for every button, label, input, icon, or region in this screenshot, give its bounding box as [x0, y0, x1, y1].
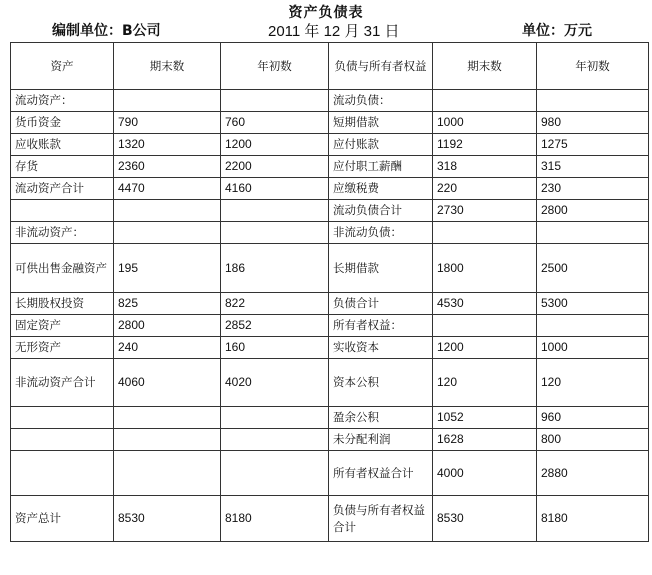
- cell-liability-end: [433, 222, 537, 244]
- cell-liability-begin: 2800: [537, 200, 649, 222]
- cell-liability-end: 1000: [433, 112, 537, 134]
- column-header-asset-end: 期末数: [114, 43, 221, 90]
- cell-liability-end: 318: [433, 156, 537, 178]
- cell-liability-end: 1628: [433, 429, 537, 451]
- cell-asset-name: 货币资金: [11, 112, 114, 134]
- balance-sheet-table: [10, 42, 649, 542]
- cell-asset-begin: [221, 407, 329, 429]
- table-row: [11, 222, 649, 244]
- cell-asset-name: 资产总计: [11, 496, 114, 542]
- cell-asset-name: 非流动资产合计: [11, 359, 114, 407]
- table-row: [11, 244, 649, 293]
- cell-liability-begin: 8180: [537, 496, 649, 542]
- cell-liability-end: [433, 90, 537, 112]
- cell-asset-end: 8530: [114, 496, 221, 542]
- cell-asset-begin: [221, 451, 329, 496]
- cell-liability-end: 1200: [433, 337, 537, 359]
- cell-asset-name: 流动资产：: [11, 90, 114, 112]
- table-row: [11, 407, 649, 429]
- cell-asset-end: 4470: [114, 178, 221, 200]
- cell-asset-name: [11, 429, 114, 451]
- column-header-asset-name: 资产: [11, 43, 114, 90]
- column-header-liability-name: 负债与所有者权益: [329, 43, 433, 90]
- cell-asset-end: [114, 200, 221, 222]
- cell-liability-begin: 960: [537, 407, 649, 429]
- report-date: 2011 年 12 月 31 日: [268, 23, 400, 40]
- cell-asset-name: 应收账款: [11, 134, 114, 156]
- header-row: [11, 43, 649, 90]
- cell-liability-begin: 2500: [537, 244, 649, 293]
- table-row: [11, 429, 649, 451]
- cell-asset-end: [114, 90, 221, 112]
- cell-liability-begin: 800: [537, 429, 649, 451]
- cell-liability-begin: 230: [537, 178, 649, 200]
- cell-asset-begin: 186: [221, 244, 329, 293]
- table-row: [11, 134, 649, 156]
- cell-asset-begin: [221, 222, 329, 244]
- table-row: [11, 315, 649, 337]
- cell-liability-begin: [537, 222, 649, 244]
- cell-liability-begin: 1000: [537, 337, 649, 359]
- cell-liability-begin: 315: [537, 156, 649, 178]
- cell-liability-name: 未分配利润: [329, 429, 433, 451]
- cell-liability-name: 应付职工薪酬: [329, 156, 433, 178]
- cell-asset-end: 4060: [114, 359, 221, 407]
- sheet-subtitle-line: [0, 20, 652, 40]
- sheet-title: 资产负债表: [288, 5, 364, 21]
- cell-liability-end: 120: [433, 359, 537, 407]
- cell-liability-name: 盈余公积: [329, 407, 433, 429]
- cell-liability-end: 1052: [433, 407, 537, 429]
- table-row: [11, 337, 649, 359]
- cell-asset-begin: 2852: [221, 315, 329, 337]
- cell-liability-name: 所有者权益：: [329, 315, 433, 337]
- cell-liability-name: 所有者权益合计: [329, 451, 433, 496]
- cell-asset-begin: 760: [221, 112, 329, 134]
- cell-asset-begin: 1200: [221, 134, 329, 156]
- cell-liability-end: 4000: [433, 451, 537, 496]
- cell-asset-begin: 8180: [221, 496, 329, 542]
- table-row: [11, 451, 649, 496]
- cell-liability-name: 非流动负债：: [329, 222, 433, 244]
- cell-asset-end: [114, 407, 221, 429]
- cell-asset-end: 2800: [114, 315, 221, 337]
- column-header-liability-begin: 年初数: [537, 43, 649, 90]
- cell-asset-begin: [221, 429, 329, 451]
- cell-liability-name: 应付账款: [329, 134, 433, 156]
- cell-asset-name: 存货: [11, 156, 114, 178]
- cell-asset-end: [114, 429, 221, 451]
- cell-liability-name: 长期借款: [329, 244, 433, 293]
- cell-liability-end: 8530: [433, 496, 537, 542]
- table-row: [11, 112, 649, 134]
- cell-asset-end: [114, 222, 221, 244]
- cell-asset-name: [11, 200, 114, 222]
- cell-asset-name: 固定资产: [11, 315, 114, 337]
- cell-asset-name: 无形资产: [11, 337, 114, 359]
- cell-liability-begin: [537, 315, 649, 337]
- cell-asset-begin: [221, 90, 329, 112]
- cell-liability-name: 负债合计: [329, 293, 433, 315]
- cell-liability-begin: 2880: [537, 451, 649, 496]
- column-header-liability-end: 期末数: [433, 43, 537, 90]
- table-row: [11, 200, 649, 222]
- table-row: [11, 90, 649, 112]
- cell-asset-name: 流动资产合计: [11, 178, 114, 200]
- cell-asset-name: 可供出售金融资产: [11, 244, 114, 293]
- cell-liability-end: [433, 315, 537, 337]
- cell-asset-end: 2360: [114, 156, 221, 178]
- cell-liability-name: 短期借款: [329, 112, 433, 134]
- cell-asset-begin: 4020: [221, 359, 329, 407]
- cell-liability-name: 实收资本: [329, 337, 433, 359]
- cell-liability-name: 资本公积: [329, 359, 433, 407]
- cell-liability-begin: 120: [537, 359, 649, 407]
- cell-asset-end: 195: [114, 244, 221, 293]
- cell-asset-name: 长期股权投资: [11, 293, 114, 315]
- cell-liability-end: 1800: [433, 244, 537, 293]
- cell-asset-end: 1320: [114, 134, 221, 156]
- table-row: [11, 293, 649, 315]
- cell-asset-begin: 822: [221, 293, 329, 315]
- table-row: [11, 496, 649, 542]
- table-row: [11, 156, 649, 178]
- cell-asset-begin: 2200: [221, 156, 329, 178]
- cell-liability-begin: 980: [537, 112, 649, 134]
- table-row: [11, 359, 649, 407]
- cell-asset-name: 非流动资产：: [11, 222, 114, 244]
- cell-liability-name: 应缴税费: [329, 178, 433, 200]
- cell-liability-end: 4530: [433, 293, 537, 315]
- column-header-asset-begin: 年初数: [221, 43, 329, 90]
- cell-liability-name: 流动负债合计: [329, 200, 433, 222]
- cell-asset-begin: 160: [221, 337, 329, 359]
- cell-liability-begin: 5300: [537, 293, 649, 315]
- company-label: 编制单位：B公司: [52, 23, 161, 39]
- cell-liability-begin: [537, 90, 649, 112]
- cell-asset-begin: 4160: [221, 178, 329, 200]
- cell-liability-name: 流动负债：: [329, 90, 433, 112]
- cell-asset-end: 790: [114, 112, 221, 134]
- cell-liability-end: 1192: [433, 134, 537, 156]
- cell-asset-end: 825: [114, 293, 221, 315]
- cell-liability-begin: 1275: [537, 134, 649, 156]
- cell-asset-name: [11, 407, 114, 429]
- table-row: [11, 178, 649, 200]
- cell-asset-name: [11, 451, 114, 496]
- cell-asset-end: 240: [114, 337, 221, 359]
- cell-liability-end: 2730: [433, 200, 537, 222]
- unit-label: 单位：万元: [522, 23, 592, 39]
- cell-asset-begin: [221, 200, 329, 222]
- cell-asset-end: [114, 451, 221, 496]
- cell-liability-name: 负债与所有者权益合计: [329, 496, 433, 542]
- cell-liability-end: 220: [433, 178, 537, 200]
